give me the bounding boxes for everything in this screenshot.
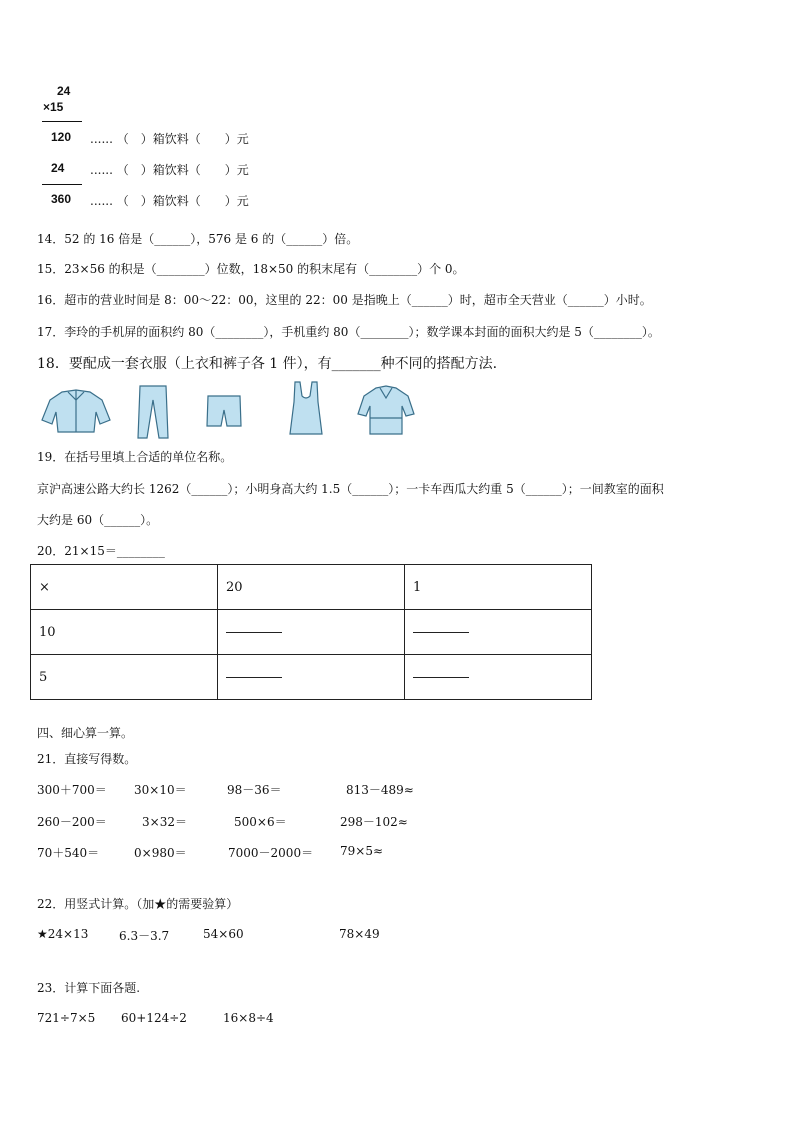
- answer-blank: [226, 676, 282, 678]
- coat-icon: [356, 384, 416, 436]
- question-19-line-1: 京沪高速公路大约长 1262（______）；小明身高大约 1.5（______）；一卡车西瓜大约重 5（______）；一间教室的面积: [37, 482, 664, 496]
- table-cell-blank[interactable]: [218, 610, 405, 655]
- vertical-partial-2-text: ...... （ ）箱饮料（ ）元: [90, 163, 249, 177]
- vertical-partial-1: 120: [51, 130, 72, 144]
- calc-item: 79×5≈: [340, 844, 384, 858]
- question-16: 16．超市的营业时间是 8：00～22：00，这里的 22：00 是指晚上（______）时，超市全天营业（______）小时。: [37, 293, 652, 307]
- calc-item: 300＋700＝: [37, 783, 107, 797]
- question-18: 18．要配成一套衣服（上衣和裤子各 1 件），有_______种不同的搭配方法.: [37, 356, 498, 372]
- table-cell: 1: [405, 565, 592, 610]
- calc-item: 298－102≈: [340, 815, 408, 829]
- calc-item: 78×49: [339, 927, 380, 941]
- table-cell: 5: [31, 655, 218, 700]
- tank-top-icon: [286, 380, 326, 436]
- question-20-title: 20．21×15＝________: [37, 544, 165, 558]
- table-cell-blank[interactable]: [405, 655, 592, 700]
- question-21-title: 21．直接写得数。: [37, 752, 137, 766]
- calc-item: ★24×13: [37, 927, 89, 941]
- question-19-title: 19．在括号里填上合适的单位名称。: [37, 450, 233, 464]
- table-cell: ×: [31, 565, 218, 610]
- table-row: [31, 565, 592, 610]
- question-22-title: 22．用竖式计算。（加★的需要验算）: [37, 897, 239, 911]
- vertical-divider-line: [42, 121, 82, 122]
- calc-item: 500×6＝: [234, 815, 287, 829]
- calc-item: 60+124÷2: [121, 1011, 187, 1025]
- answer-blank: [413, 676, 469, 678]
- question-19-line-2: 大约是 60（______）。: [37, 513, 159, 527]
- vertical-partial-2: 24: [51, 161, 65, 175]
- table-cell: 20: [218, 565, 405, 610]
- table-row: [31, 655, 592, 700]
- calc-item: 7000－2000＝: [228, 846, 314, 860]
- shorts-icon: [204, 392, 244, 432]
- calc-item: 30×10＝: [134, 783, 187, 797]
- table-cell-blank[interactable]: [405, 610, 592, 655]
- answer-blank: [226, 631, 282, 633]
- table-row: [31, 610, 592, 655]
- calc-item: 98－36＝: [227, 783, 282, 797]
- vertical-partial-1-text: ...... （ ）箱饮料（ ）元: [90, 132, 249, 146]
- calc-item: 813－489≈: [346, 783, 414, 797]
- question-15: 15．23×56 的积是（________）位数，18×50 的积末尾有（________）个 0。: [37, 262, 465, 276]
- vertical-result: 360: [51, 192, 72, 206]
- calc-item: 260－200＝: [37, 815, 107, 829]
- vertical-multiplier: ×15: [43, 100, 64, 114]
- calc-item: 54×60: [203, 927, 244, 941]
- table-cell-blank[interactable]: [218, 655, 405, 700]
- vertical-result-text: ...... （ ）箱饮料（ ）元: [90, 194, 249, 208]
- calc-item: 6.3－3.7: [119, 929, 170, 943]
- question-17: 17．李玲的手机屏的面积约 80（________），手机重约 80（________）；数学课本封面的面积大约是 5（________）。: [37, 325, 660, 339]
- pants-icon: [132, 384, 172, 440]
- table-cell: 10: [31, 610, 218, 655]
- section-4-heading: 四、细心算一算。: [37, 726, 134, 740]
- multiplication-table: [30, 564, 592, 700]
- calc-item: 3×32＝: [142, 815, 187, 829]
- answer-blank: [413, 631, 469, 633]
- vertical-top-number: 24: [57, 84, 71, 98]
- calc-item: 0×980＝: [134, 846, 187, 860]
- question-23-title: 23．计算下面各题.: [37, 981, 141, 995]
- question-14: 14．52 的 16 倍是（______），576 是 6 的（______）倍。: [37, 232, 359, 246]
- calc-item: 70＋540＝: [37, 846, 100, 860]
- calc-item: 721÷7×5: [37, 1011, 96, 1025]
- calc-item: 16×8÷4: [223, 1011, 274, 1025]
- vertical-divider-line-2: [42, 184, 82, 185]
- jacket-icon: [40, 386, 112, 438]
